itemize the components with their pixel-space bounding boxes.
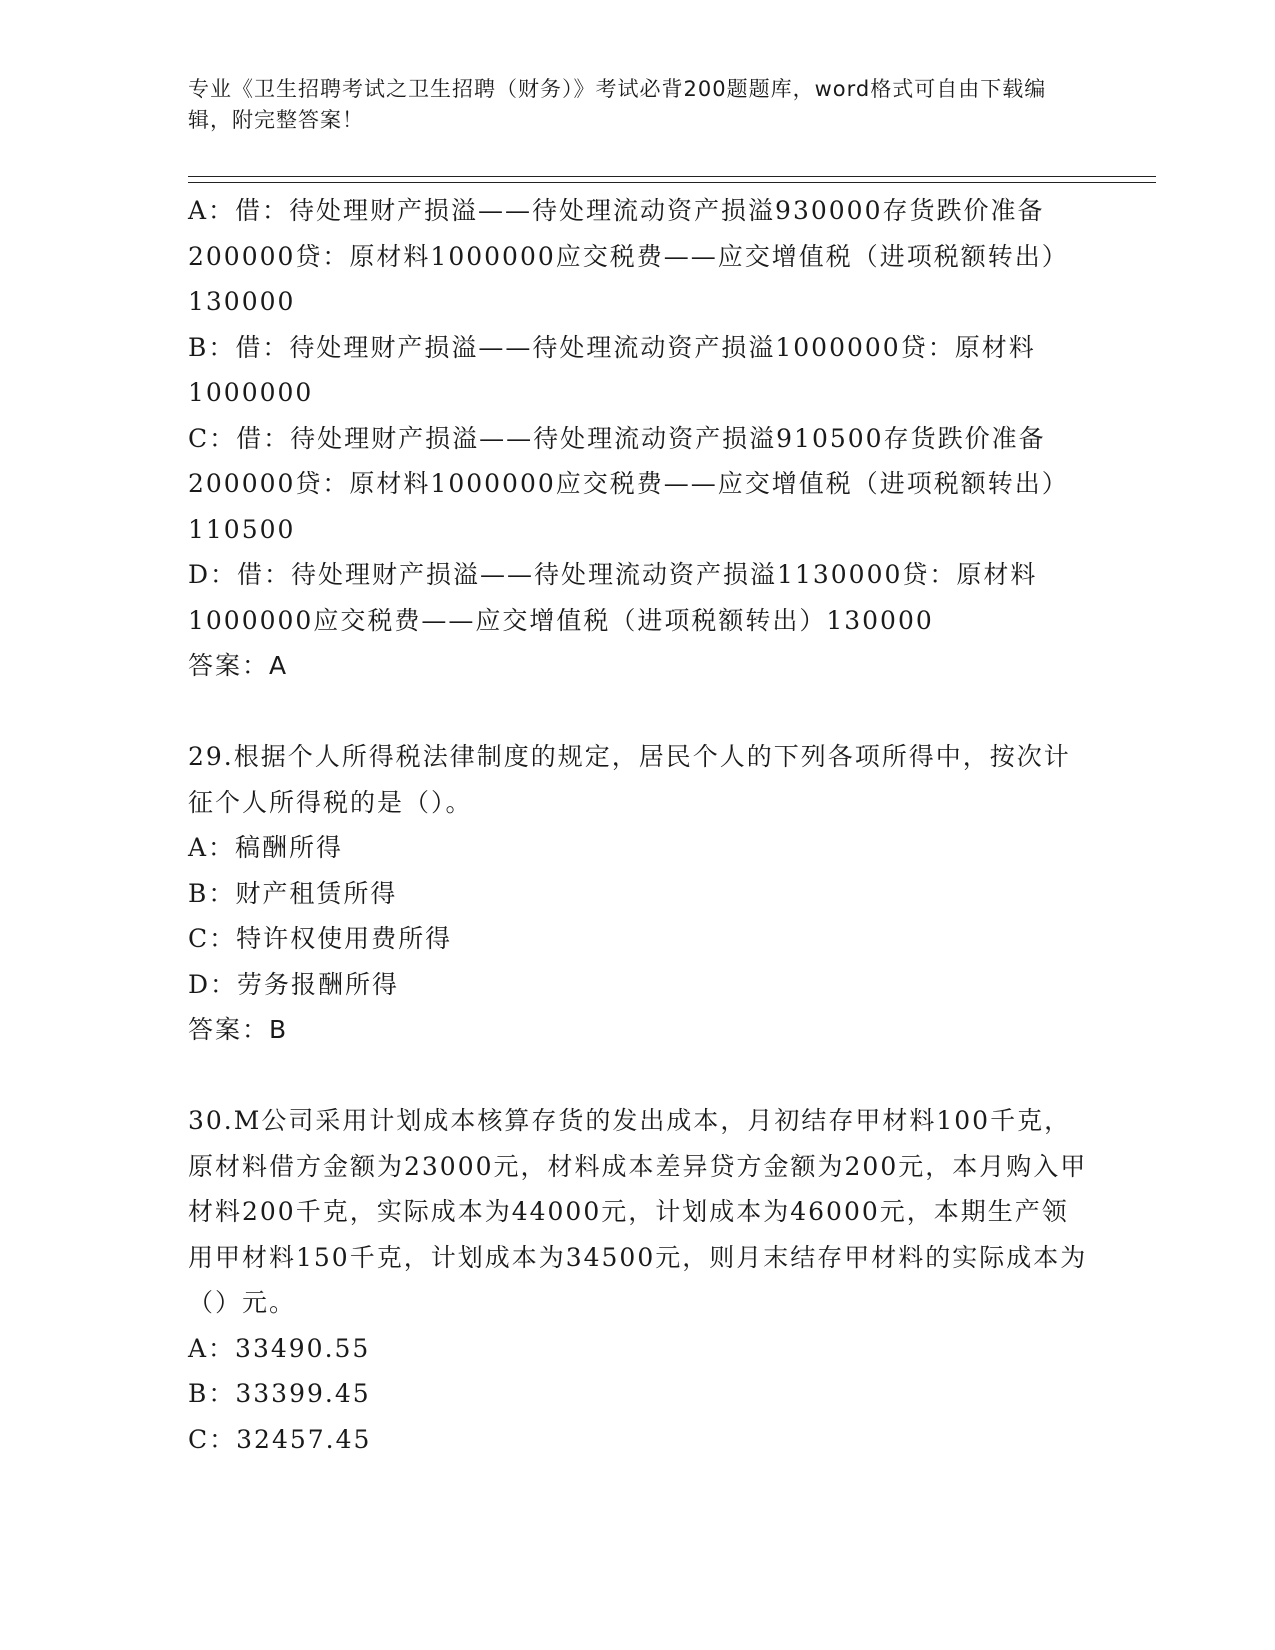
q29-option-c: C：特许权使用费所得 bbox=[188, 924, 453, 953]
q28-option-c: C：借：待处理财产损溢——待处理流动资产损溢910500存货跌价准备200000贷：原材料1000000应交税费——应交增值税（进项税额转出）110500 bbox=[188, 423, 1069, 544]
q28-option-b: B：借：待处理财产损溢——待处理流动资产损溢1000000贷：原材料1000000 bbox=[188, 332, 1036, 407]
question-30 bbox=[188, 1098, 1088, 1462]
q30-option-b: B：33399.45 bbox=[188, 1379, 371, 1408]
header-divider-bottom bbox=[188, 182, 1156, 183]
document-body bbox=[188, 188, 1088, 1462]
q28-option-d: D：借：待处理财产损溢——待处理流动资产损溢1130000贷：原材料1000000应交税费——应交增值税（进项税额转出）130000 bbox=[188, 560, 1038, 635]
spacer bbox=[188, 1053, 1088, 1099]
q28-answer: 答案：A bbox=[188, 651, 289, 680]
q28-option-a: A：借：待处理财产损溢——待处理流动资产损溢930000存货跌价准备200000贷：原材料1000000应交税费——应交增值税（进项税额转出）130000 bbox=[188, 196, 1069, 316]
q29-answer: 答案：B bbox=[188, 1015, 289, 1044]
spacer bbox=[188, 689, 1088, 735]
header-divider-top bbox=[188, 176, 1156, 177]
q30-question: 30.M公司采用计划成本核算存货的发出成本，月初结存甲材料100千克，原材料借方金额为23000元，材料成本差异贷方金额为200元，本月购入甲材料200千克，实际成本为44000元，计划成本为46000元，本期生产领用甲材料150千克，计划成本为34500元，则月末结存甲材料的实际成本为（）元。 bbox=[188, 1106, 1088, 1317]
document-header: 专业《卫生招聘考试之卫生招聘（财务）》考试必背200题题库，word格式可自由下载编辑，附完整答案！ bbox=[188, 77, 1047, 132]
question-29 bbox=[188, 734, 1088, 1053]
q29-option-b: B：财产租赁所得 bbox=[188, 878, 398, 908]
q29-option-a: A：稿酬所得 bbox=[188, 833, 344, 862]
question-28 bbox=[188, 188, 1088, 689]
q30-option-a: A：33490.55 bbox=[188, 1333, 371, 1363]
q30-option-c: C：32457.45 bbox=[188, 1424, 372, 1454]
q29-question: 29.根据个人所得税法律制度的规定，居民个人的下列各项所得中，按次计征个人所得税的是（）。 bbox=[188, 742, 1071, 817]
q29-option-d: D：劳务报酬所得 bbox=[188, 969, 400, 999]
